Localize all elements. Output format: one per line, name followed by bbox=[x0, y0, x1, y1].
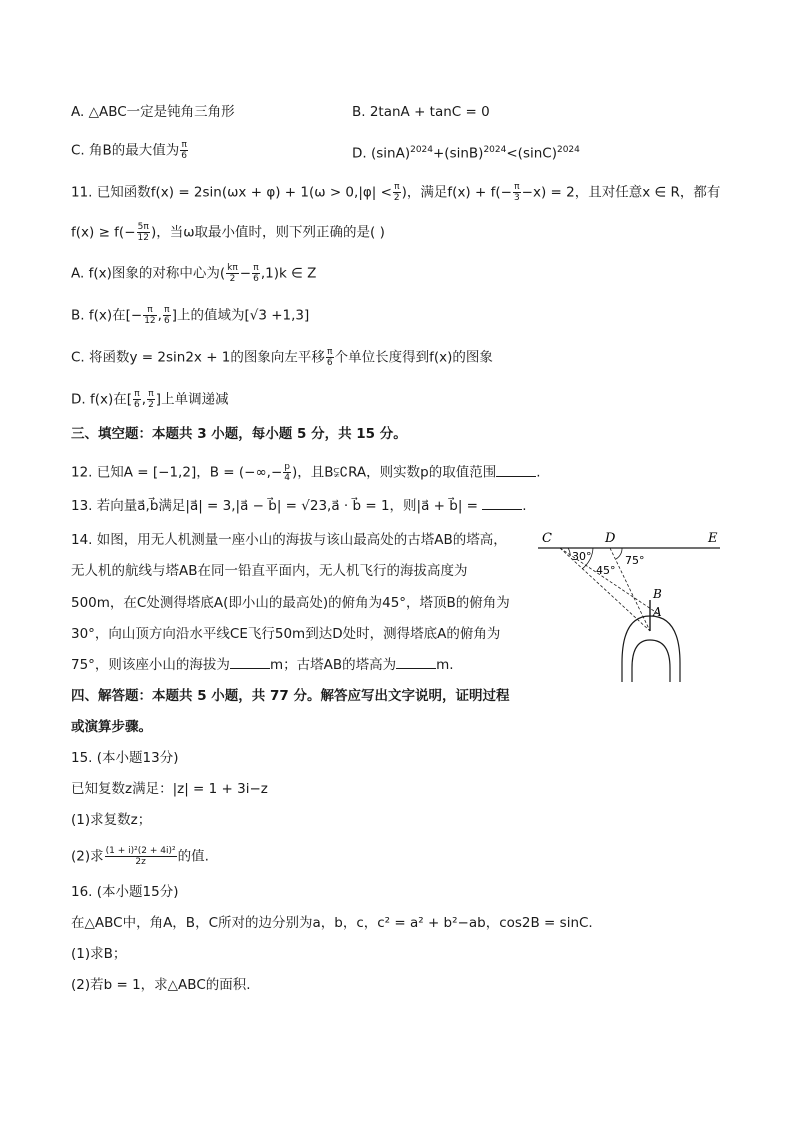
q11-stem-line2 bbox=[71, 222, 385, 243]
q11-option-d-text: D. f(x)在[ bbox=[71, 391, 133, 408]
fraction-numerator: π bbox=[148, 389, 154, 399]
label-angle-75: 75° bbox=[625, 554, 645, 567]
q11-option-d-text: ]上单调递减 bbox=[155, 391, 229, 408]
angle-arc-30 bbox=[568, 548, 570, 556]
q11-option-a bbox=[71, 263, 316, 284]
q11-option-a-text: ,1)k ∈ Z bbox=[260, 265, 317, 282]
q12-stem-text: 12. 已知A = [−1,2]，B = (−∞,− bbox=[71, 464, 283, 481]
q11-fraction bbox=[163, 305, 171, 326]
q14-answer-blank-1 bbox=[230, 656, 270, 669]
q15-part2 bbox=[71, 846, 209, 867]
angle-arc-75 bbox=[616, 548, 622, 559]
q11-option-d-text: , bbox=[141, 391, 147, 408]
label-c: C bbox=[542, 531, 552, 546]
fraction-numerator: π bbox=[143, 305, 156, 316]
q12-stem-text: . bbox=[536, 464, 541, 481]
q14-line5 bbox=[71, 655, 454, 675]
fraction-numerator: kπ bbox=[227, 263, 238, 273]
q10-option-c-fraction bbox=[180, 140, 188, 161]
q15-part1: (1)求复数z； bbox=[71, 812, 152, 828]
fraction-numerator: π bbox=[164, 305, 170, 315]
q14-line3: 500m，在C处测得塔底A(即小山的最高处)的俯角为45°，塔顶B的俯角为 bbox=[71, 595, 510, 611]
fraction-denominator: 6 bbox=[181, 151, 188, 161]
fraction-denominator: 6 bbox=[253, 274, 259, 284]
q12-text bbox=[71, 462, 541, 483]
label-d: D bbox=[605, 531, 616, 546]
q11-stem-text: −x) = 2，且对任意x ∈ R，都有 bbox=[521, 184, 721, 201]
q11-stem-text: f(x) ≥ f(− bbox=[71, 224, 136, 241]
fraction-numerator: 5π bbox=[137, 222, 149, 232]
q11-fraction bbox=[137, 222, 150, 243]
fraction-denominator: 12 bbox=[144, 316, 156, 326]
fraction-denominator: 6 bbox=[134, 400, 140, 410]
fraction-denominator: 4 bbox=[284, 473, 291, 483]
q14-text: m. bbox=[436, 657, 454, 673]
q11-fraction bbox=[147, 389, 155, 410]
q11-option-b-text: B. f(x)在[− bbox=[71, 307, 143, 324]
q13-stem-text: . bbox=[522, 498, 527, 514]
fraction-denominator: 12 bbox=[137, 233, 149, 243]
q11-option-a-text: − bbox=[239, 265, 252, 282]
q11-fraction bbox=[226, 263, 239, 284]
q15-part2-text: 的值. bbox=[177, 848, 209, 865]
q13-stem-text: 13. 若向量a⃗,b⃗满足|a⃗| = 3,|a⃗ − b⃗| = √23,a⃗ · b⃗ = 1，则|a⃗ + b⃗| = bbox=[71, 498, 478, 514]
q14-line1: 14. 如图，用无人机测量一座小山的海拔与该山最高处的古塔AB的塔高， bbox=[71, 532, 507, 548]
mountain-inner bbox=[632, 640, 670, 682]
q11-option-b-text: , bbox=[157, 307, 162, 324]
q11-stem-line1 bbox=[71, 182, 720, 203]
q16-header: 16. (本小题15分) bbox=[71, 884, 179, 900]
q11-option-d bbox=[71, 389, 229, 410]
q12-answer-blank bbox=[496, 464, 536, 477]
q14-text: m；古塔AB的塔高为 bbox=[269, 657, 397, 673]
fraction-numerator: π bbox=[181, 140, 187, 150]
fraction-numerator: π bbox=[514, 182, 520, 192]
q10-option-c-text: C. 角B的最大值为 bbox=[71, 142, 180, 159]
label-angle-30: 30° bbox=[572, 550, 592, 563]
fraction-denominator: 2 bbox=[148, 400, 154, 410]
q14-text: 75°，则该座小山的海拔为 bbox=[71, 657, 230, 673]
q11-option-a-text: A. f(x)图象的对称中心为( bbox=[71, 265, 226, 282]
fraction-numerator: π bbox=[327, 347, 333, 357]
fraction-denominator: 3 bbox=[513, 193, 520, 203]
q11-fraction bbox=[513, 182, 521, 203]
section4-title: 四、解答题：本题共 5 小题，共 77 分。解答应写出文字说明，证明过程 bbox=[71, 688, 510, 704]
q13-answer-blank bbox=[482, 497, 522, 510]
q14-figure bbox=[530, 528, 730, 688]
q12-fraction bbox=[283, 462, 291, 483]
q11-option-c-text: 个单位长度得到f(x)的图象 bbox=[334, 349, 493, 366]
q12-stem-text: )，且B⫋∁RA，则实数p的取值范围 bbox=[292, 464, 497, 481]
q11-fraction bbox=[393, 182, 401, 203]
q11-option-b bbox=[71, 305, 309, 326]
q15-header: 15. (本小题13分) bbox=[71, 750, 179, 766]
q10-option-a: A. △ABC一定是钝角三角形 bbox=[71, 104, 235, 120]
q10-option-d bbox=[352, 140, 580, 164]
q11-stem-text: )，当ω取最小值时，则下列正确的是( ) bbox=[150, 224, 385, 241]
q10-option-c bbox=[71, 140, 189, 161]
fraction-numerator: p bbox=[284, 462, 291, 472]
label-a: A bbox=[653, 605, 662, 619]
q10-option-d-text: D. (sinA) bbox=[352, 145, 411, 162]
q16-stem: 在△ABC中，角A，B，C所对的边分别为a，b，c，c² = a² + b²−ab，cos2B = sinC. bbox=[71, 915, 593, 931]
q14-line2: 无人机的航线与塔AB在同一铅直平面内，无人机飞行的海拔高度为 bbox=[71, 563, 468, 579]
q16-part2: (2)若b = 1，求△ABC的面积. bbox=[71, 977, 251, 993]
q11-fraction bbox=[326, 347, 334, 368]
q15-fraction bbox=[105, 846, 177, 867]
label-e: E bbox=[708, 531, 718, 546]
exponent: 2024 bbox=[483, 145, 507, 155]
q15-stem: 已知复数z满足：|z| = 1 + 3i−z bbox=[71, 781, 268, 797]
fraction-denominator: 2 bbox=[229, 274, 236, 284]
q14-line4: 30°，向山顶方向沿水平线CE飞行50m到达D处时，测得塔底A的俯角为 bbox=[71, 626, 501, 642]
section3-title: 三、填空题：本题共 3 小题，每小题 5 分，共 15 分。 bbox=[71, 426, 407, 442]
q16-part1: (1)求B； bbox=[71, 946, 127, 962]
label-b: B bbox=[653, 587, 662, 601]
q13-text bbox=[71, 496, 527, 516]
fraction-denominator: 2 bbox=[393, 193, 400, 203]
fraction-denominator: 6 bbox=[326, 358, 333, 368]
fraction-numerator: π bbox=[253, 263, 259, 273]
exponent: 2024 bbox=[410, 145, 433, 155]
q10-option-d-text: <(sinC) bbox=[506, 145, 557, 162]
q11-fraction bbox=[143, 305, 156, 326]
q11-fraction bbox=[133, 389, 141, 410]
fraction-denominator: 2z bbox=[135, 857, 146, 867]
exponent: 2024 bbox=[556, 145, 580, 155]
q11-option-c-text: C. 将函数y = 2sin2x + 1的图象向左平移 bbox=[71, 349, 325, 366]
fraction-numerator: π bbox=[134, 389, 140, 399]
mountain-outer bbox=[622, 616, 680, 682]
q10-option-b: B. 2tanA + tanC = 0 bbox=[352, 104, 490, 120]
fraction-numerator: π bbox=[394, 182, 400, 192]
q11-stem-text: )，满足f(x) + f(− bbox=[401, 184, 512, 201]
q11-option-c bbox=[71, 347, 493, 368]
q11-option-b-text: ]上的值域为[√3 +1,3] bbox=[171, 307, 310, 324]
q15-part2-text: (2)求 bbox=[71, 848, 104, 865]
fraction-numerator: (1 + i)²(2 + 4i)² bbox=[105, 846, 176, 856]
q11-fraction bbox=[252, 263, 260, 284]
fraction-denominator: 6 bbox=[163, 316, 170, 326]
q14-answer-blank-2 bbox=[396, 656, 436, 669]
label-angle-45: 45° bbox=[596, 564, 616, 577]
q11-stem-text: 11. 已知函数f(x) = 2sin(ωx + φ) + 1(ω > 0,|φ| < bbox=[71, 184, 392, 201]
section4-title-cont: 或演算步骤。 bbox=[71, 719, 152, 735]
q10-option-d-text: +(sinB) bbox=[433, 145, 484, 162]
